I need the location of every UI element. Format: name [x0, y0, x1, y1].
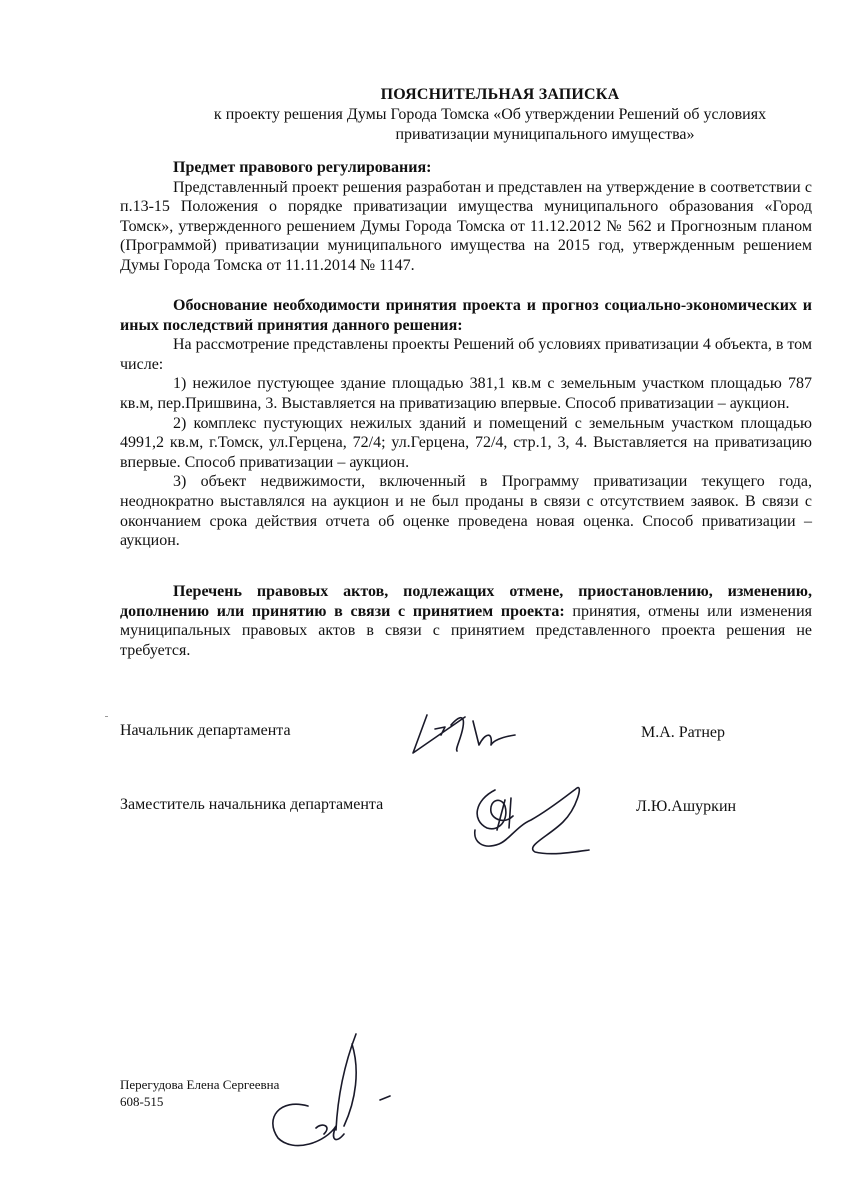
section-1-heading: Предмет правового регулирования: [173, 159, 432, 176]
section-2-heading: Обоснование необходимости принятия проекта и прогноз социально-экономических и иных последствий принятия данного решения: [120, 297, 812, 334]
section-legal-acts [120, 582, 812, 660]
document-subtitle [150, 105, 830, 145]
contact-phone: 608-515 [120, 1094, 164, 1109]
section-2-intro: На рассмотрение представлены проекты Решений об условиях приватизации 4 объекта, в том числе: [120, 336, 812, 373]
subtitle-line-1: к проекту решения Думы Города Томска «Об утверждении Решений об условиях [213, 106, 767, 123]
subtitle-line-2: приватизации муниципального имущества» [395, 126, 695, 143]
section-3-text: принятия, отмены или изменения муниципальных правовых актов в связи с принятием представленного проекта решения не требуется. [120, 602, 812, 659]
signature-1-handwriting [405, 705, 525, 765]
signature-2-name: Л.Ю.Ашуркин [636, 798, 737, 815]
section-3-heading: Перечень правовых актов, подлежащих отмене, приостановлению, изменению, дополнению или принятию в связи с принятием проекта: [120, 583, 812, 620]
contact-name: Перегудова Елена Сергеевна [120, 1077, 280, 1092]
section-1-text: Представленный проект решения разработан и представлен на утверждение в соответствии с п.13-15 Положения о порядке приватизации имущества муниципального образования «Город Томск», утвержденного решением Думы Города Томска от 11.12.2012 № 562 и Прогнозным планом (Программой) приватизации муниципального имущества на 2015 год, утвержденным решением Думы Города Томска от 11.11.2014 № 1147. [120, 178, 812, 274]
signature-1-name: М.А. Ратнер [641, 724, 726, 741]
section-2-item-3: 3) объект недвижимости, включенный в Программу приватизации текущего года, неоднократно выставлялся на аукцион и не был проданы в связи с отсутствием заявок. В связи с окончанием срока действия отчета об оценке проведена новая оценка. Способ приватизации – аукцион. [120, 473, 812, 550]
signature-2-handwriting [465, 780, 595, 860]
document-title: ПОЯСНИТЕЛЬНАЯ ЗАПИСКА [380, 86, 620, 103]
section-regulation-subject [120, 158, 812, 276]
section-justification [120, 296, 812, 551]
signature-2-position: Заместитель начальника департамента [120, 796, 384, 813]
scan-speck [105, 716, 108, 717]
section-2-item-1: 1) нежилое пустующее здание площадью 381,1 кв.м с земельным участком площадью 787 кв.м, пер.Пришвина, 3. Выставляется на приватизацию впервые. Способ приватизации – аукцион. [120, 375, 812, 412]
signature-1-position: Начальник департамента [120, 722, 291, 739]
contact-handwritten-mark [260, 1030, 400, 1160]
section-2-item-2: 2) комплекс пустующих нежилых зданий и помещений с земельным участком площадью 4991,2 кв.м, г.Томск, ул.Герцена, 72/4; ул.Герцена, 72/4, стр.1, 3, 4. Выставляется на приватизацию впервые. Способ приватизации – аукцион. [120, 414, 812, 471]
